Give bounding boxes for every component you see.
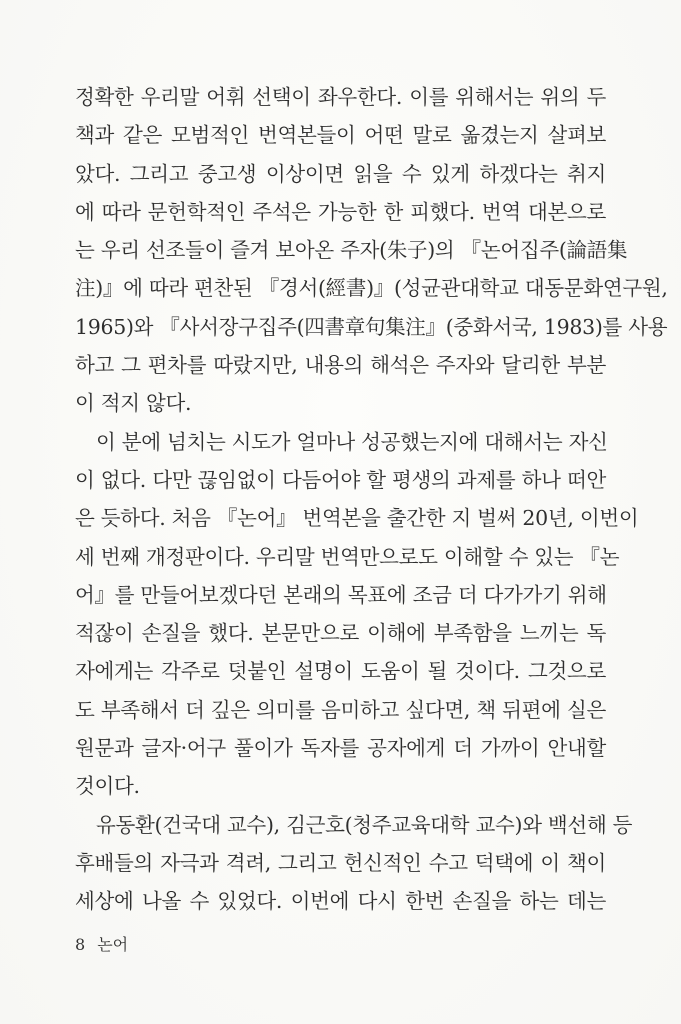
text-line: 정확한 우리말 어휘 선택이 좌우한다. 이를 위해서는 위의 두 bbox=[75, 85, 606, 109]
text-line: 는 우리 선조들이 즐겨 보아온 주자(朱子)의 『논어집주(論語集 bbox=[75, 238, 628, 263]
text-line: 세 번째 개정판이다. 우리말 번역만으로도 이해할 수 있는 『논 bbox=[75, 544, 620, 569]
text-line: 1965)와 『사서장구집주(四書章句集注』(중화서국, 1983)를 사용 bbox=[75, 314, 668, 339]
text-line: 注)』에 따라 편찬된 『경서(經書)』(성균관대학교 대동문화연구원, bbox=[75, 276, 668, 301]
text-line: 하고 그 편차를 따랐지만, 내용의 해석은 주자와 달리한 부분 bbox=[75, 353, 606, 378]
text-line: 책과 같은 모범적인 번역본들이 어떤 말로 옮겼는지 살펴보 bbox=[75, 123, 606, 148]
page-footer bbox=[75, 932, 140, 955]
text-line: 이 적지 않다. bbox=[75, 391, 192, 416]
text-line: 자에게는 각주로 덧붙인 설명이 도움이 될 것이다. 그것으로 bbox=[75, 659, 606, 684]
text-line: 세상에 나올 수 있었다. 이번에 다시 한번 손질을 하는 데는 bbox=[75, 889, 606, 914]
paragraph bbox=[75, 423, 639, 806]
text-line: 도 부족해서 더 깊은 의미를 음미하고 싶다면, 책 뒤편에 실은 bbox=[75, 697, 606, 722]
text-line: 것이다. bbox=[75, 774, 140, 799]
text-line: 이 없다. 다만 끊임없이 다듬어야 할 평생의 과제를 하나 떠안 bbox=[75, 467, 606, 492]
text-line: 유동환(건국대 교수), 김근호(청주교육대학 교수)와 백선해 등 bbox=[96, 812, 633, 837]
running-title: 논어 bbox=[97, 935, 129, 954]
paragraph bbox=[75, 78, 668, 423]
text-line: 후배들의 자극과 격려, 그리고 헌신적인 수고 덕택에 이 책이 bbox=[75, 850, 606, 875]
body-text bbox=[75, 78, 668, 921]
text-line: 이 분에 넘치는 시도가 얼마나 성공했는지에 대해서는 자신 bbox=[96, 429, 608, 454]
text-line: 았다. 그리고 중고생 이상이면 읽을 수 있게 하겠다는 취지 bbox=[75, 161, 606, 186]
text-line: 적잖이 손질을 했다. 본문만으로 이해에 부족함을 느끼는 독 bbox=[75, 621, 606, 646]
text-line: 원문과 글자·어구 풀이가 독자를 공자에게 더 가까이 안내할 bbox=[75, 736, 606, 761]
text-line: 어』를 만들어보겠다던 본래의 목표에 조금 더 다가가기 위해 bbox=[75, 582, 607, 607]
paragraph bbox=[75, 806, 633, 921]
page-number: 8 bbox=[75, 935, 86, 954]
text-line: 에 따라 문헌학적인 주석은 가능한 한 피했다. 번역 대본으로 bbox=[75, 199, 606, 224]
text-line: 은 듯하다. 처음 『논어』 번역본을 출간한 지 벌써 20년, 이번이 bbox=[75, 506, 639, 531]
